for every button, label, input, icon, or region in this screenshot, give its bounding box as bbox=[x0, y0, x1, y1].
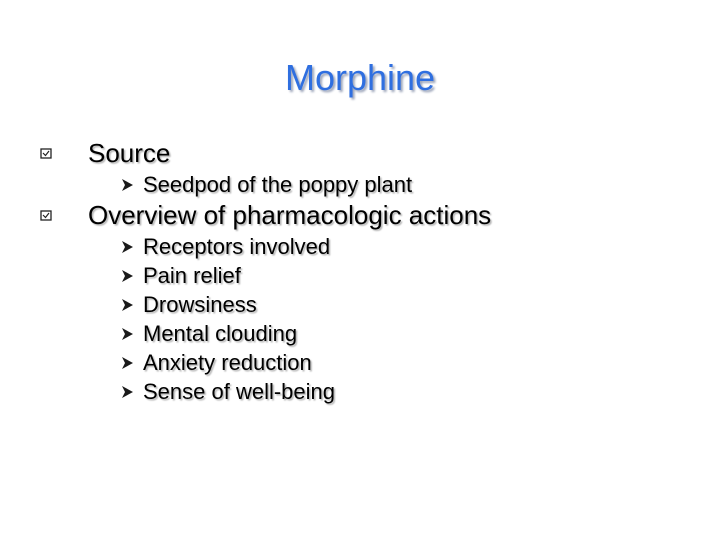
slide-title: Morphine bbox=[284, 57, 436, 98]
bullet-source-label: Source bbox=[88, 138, 171, 168]
sub-bullet-label: Anxiety reduction bbox=[143, 350, 312, 375]
bullet-overview bbox=[38, 198, 491, 232]
sub-bullet-label: Pain relief bbox=[143, 263, 241, 288]
arrowhead-bullet-icon bbox=[121, 239, 143, 255]
sub-bullet bbox=[121, 349, 312, 377]
bullet-overview-label: Overview of pharmacologic actions bbox=[88, 200, 492, 230]
arrowhead-bullet-icon bbox=[121, 297, 143, 313]
sub-bullet-label: Sense of well-being bbox=[143, 379, 336, 404]
square-bullet-icon bbox=[38, 207, 88, 223]
sub-bullet-label: Seedpod of the poppy plant bbox=[143, 172, 413, 197]
arrowhead-bullet-icon bbox=[121, 268, 143, 284]
square-bullet-icon bbox=[38, 145, 88, 161]
arrowhead-bullet-icon bbox=[121, 355, 143, 371]
sub-bullet-label: Receptors involved bbox=[143, 234, 331, 259]
sub-bullet bbox=[121, 262, 241, 290]
sub-bullet bbox=[121, 291, 257, 319]
sub-bullet bbox=[121, 320, 297, 348]
sub-bullet-label: Mental clouding bbox=[143, 321, 298, 346]
sub-bullet bbox=[121, 378, 335, 406]
arrowhead-bullet-icon bbox=[121, 177, 143, 193]
sub-bullet bbox=[121, 233, 330, 261]
sub-bullet-label: Drowsiness bbox=[143, 292, 257, 317]
arrowhead-bullet-icon bbox=[121, 384, 143, 400]
sub-bullet bbox=[121, 171, 412, 199]
arrowhead-bullet-icon bbox=[121, 326, 143, 342]
bullet-source bbox=[38, 136, 170, 170]
